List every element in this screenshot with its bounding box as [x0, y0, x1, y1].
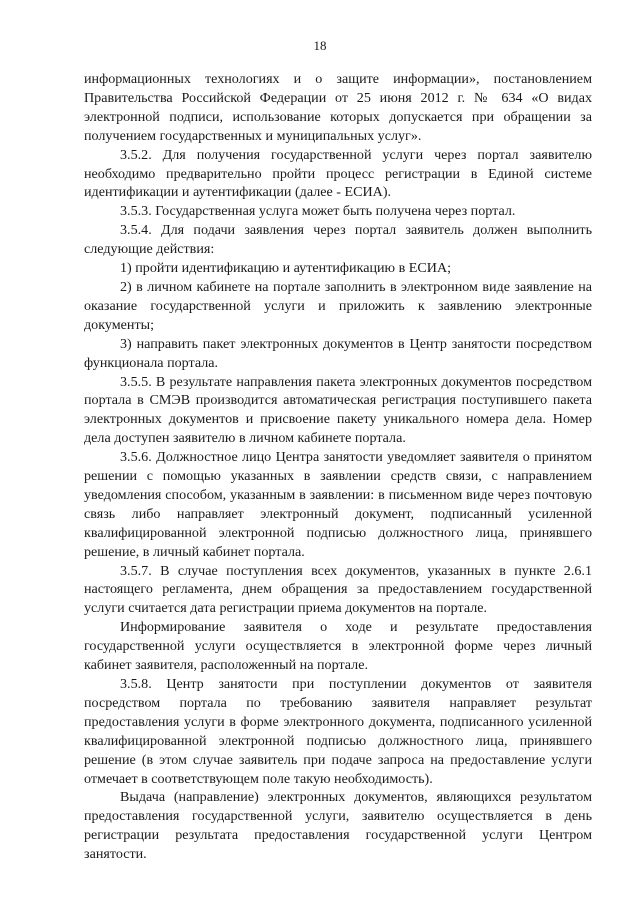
page-number: 18: [313, 38, 327, 53]
document-body: [84, 70, 592, 864]
paragraph-3-5-2: 3.5.2. Для получения государственной услуги через портал заявителю необходимо предварительно пройти процесс регистрации в Единой системе идентификации и аутентификации (далее - ЕСИА).: [84, 146, 592, 201]
paragraph-3-5-4: 3.5.4. Для подачи заявления через портал заявитель должен выполнить следующие действия:: [84, 222, 592, 258]
paragraph-3-5-5: 3.5.5. В результате направления пакета электронных документов посредством портала в СМЭВ производится автоматическая регистрация поступившего пакета электронных документов и присвоение пакету уникального номера дела. Номер дела доступен заявителю в личном кабинете портала.: [84, 373, 592, 447]
list-item-3: 3) направить пакет электронных документов в Центр занятости посредством функционала портала.: [84, 335, 592, 371]
paragraph-3-5-8: 3.5.8. Центр занятости при поступлении документов от заявителя посредством портала по требованию заявителя направляет результат предоставления услуги в форме электронного документа, подписанного усиленной квалифицированной электронной подписью должностного лица, принявшего решение (в этом случае заявитель при подаче запроса на предоставление услуги отмечает в соответствующем поле такую необходимость).: [84, 676, 592, 787]
list-item-2: 2) в личном кабинете на портале заполнить в электронном виде заявление на оказание государственной услуги и приложить к заявлению электронные документы;: [84, 278, 592, 333]
paragraph-informing: Информирование заявителя о ходе и результате предоставления государственной услуги осуществляется в электронной форме через личный кабинет заявителя, расположенный на портале.: [84, 619, 592, 674]
paragraph-continuation: информационных технологиях и о защите информации», постановлением Правительства Российской Федерации от 25 июня 2012 г. № 634 «О видах электронной подписи, использование которых допускается при обращении за получением государственных и муниципальных услуг».: [84, 71, 592, 144]
paragraph-3-5-7: 3.5.7. В случае поступления всех документов, указанных в пункте 2.6.1 настоящего регламента, днем обращения за предоставлением государственной услуги считается дата регистрации приема документов на портале.: [84, 562, 592, 617]
paragraph-3-5-3: 3.5.3. Государственная услуга может быть получена через портал.: [120, 203, 516, 220]
list-item-1: 1) пройти идентификацию и аутентификацию в ЕСИА;: [120, 260, 452, 277]
paragraph-3-5-6: 3.5.6. Должностное лицо Центра занятости уведомляет заявителя о принятом решении с помощью указанных в заявлении средств связи, с направлением уведомления способом, указанным в заявлении: в письменном виде через почтовую связь либо направляет электронный документ, подписанный усиленной квалифицированной электронной подписью должностного лица, принявшего решение, в личный кабинет портала.: [84, 449, 592, 560]
paragraph-issuance: Выдача (направление) электронных документов, являющихся результатом предоставления государственной услуги, заявителю осуществляется в день регистрации результата предоставления государственной услуги Центром занятости.: [84, 789, 592, 863]
